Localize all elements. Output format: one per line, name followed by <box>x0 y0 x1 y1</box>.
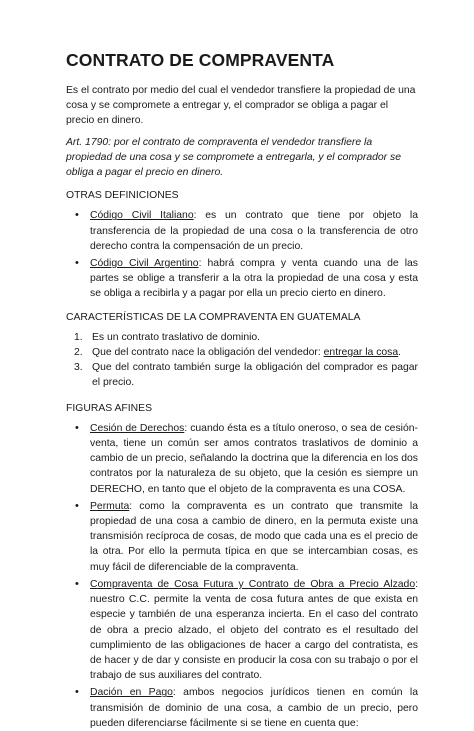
underlined-text: entregar la cosa <box>323 347 399 359</box>
item-number: 3. <box>74 362 83 374</box>
term-link: Permuta <box>90 500 130 512</box>
item-number: 1. <box>74 331 83 343</box>
intro-paragraph: Es el contrato por medio del cual el vendedor transfiere la propiedad de una cosa y se compromete a entregar y, el comprador se obliga a pagar el precio en dinero. <box>66 85 416 127</box>
list-item <box>66 577 418 683</box>
list-item <box>66 421 418 497</box>
item-text: : como la compraventa es un contrato que transmite la propiedad de una cosa a cambio de dinero, en la permuta existe una transmisión recíproca de cosas, de modo que cada una es el precio de la otra. Por ello la permuta típica en que se intercambian cosas, es muy fácil de diferenciable de la compraventa. <box>90 500 418 573</box>
term-link: Dación en Pago <box>90 687 173 699</box>
section-heading-otras: OTRAS DEFINICIONES <box>66 190 179 202</box>
item-text: : cuando ésta es a título oneroso, o sea de cesión-venta, tiene un común ser amos contratos traslativos de dominio a cambio de un precio, señalando la doctrina que la diferencia en los dos contratos por la naturaleza de su objeto, que la cesión es siempre un DERECHO, en tanto que el objeto de la compraventa es una COSA. <box>90 422 418 495</box>
item-text-end: . <box>398 347 402 359</box>
figuras-list <box>66 421 418 731</box>
list-item <box>66 499 418 575</box>
list-item <box>66 345 418 360</box>
item-text: : nuestro C.C. permite la venta de cosa futura antes de que exista en especie y también de una esperanza incierta. En el caso del contrato de obra a precio alzado, el objeto del contrato es el resultado del cumplimiento de las obligaciones de hacer a cargo del contratista, es de hacer y de dar y consiste en producir la cosa con su trabajo o por el trabajo de sus auxiliares del contrato. <box>90 578 418 682</box>
item-text: Es un contrato traslativo de dominio. <box>92 331 261 343</box>
item-number: 2. <box>74 347 83 359</box>
section-heading-figuras: FIGURAS AFINES <box>66 402 153 414</box>
item-text: Que del contrato también surge la obligación del comprador es pagar el precio. <box>92 362 418 389</box>
caracteristicas-list <box>66 330 418 391</box>
list-item <box>66 256 418 302</box>
list-item <box>66 208 418 254</box>
item-text: Que del contrato nace la obligación del vendedor: <box>92 347 324 359</box>
item-text: : habrá compra y venta cuando una de las partes se oblige a transferir a la otra la propiedad de una cosa y esta se obliga a recibirla y a pagar por ella un precio cierto en dinero. <box>90 258 418 300</box>
term-link: Código Civil Italiano <box>90 210 194 222</box>
page-title: CONTRATO DE COMPRAVENTA <box>66 50 335 70</box>
term-link: Cesión de Derechos <box>90 422 185 434</box>
term-link: Compraventa de Cosa Futura y Contrato de Obra a Precio Alzado <box>90 578 416 590</box>
item-text: : ambos negocios jurídicos tienen en común la transmisión de dominio de una cosa, a cambio de un precio, pero pueden diferenciarse fácilmente si se tiene en cuenta que: <box>90 687 418 729</box>
list-item <box>66 360 418 390</box>
item-text: : es un contrato que tiene por objeto la transferencia de la propiedad de una cosa o la transferencia de otro derecho contra la compensación de un precio. <box>90 210 419 252</box>
list-item <box>66 330 418 345</box>
otras-list <box>66 208 418 301</box>
term-link: Código Civil Argentino <box>90 258 199 270</box>
article-paragraph: Art. 1790: por el contrato de compraventa el vendedor transfiere la propiedad de una cosa y se compromete a entregarla, y el comprador se obliga a pagar el precio en dinero. <box>66 136 401 179</box>
section-heading-caracteristicas: CARACTERÍSTICAS DE LA COMPRAVENTA EN GUATEMALA <box>66 311 361 323</box>
list-item <box>66 685 418 731</box>
